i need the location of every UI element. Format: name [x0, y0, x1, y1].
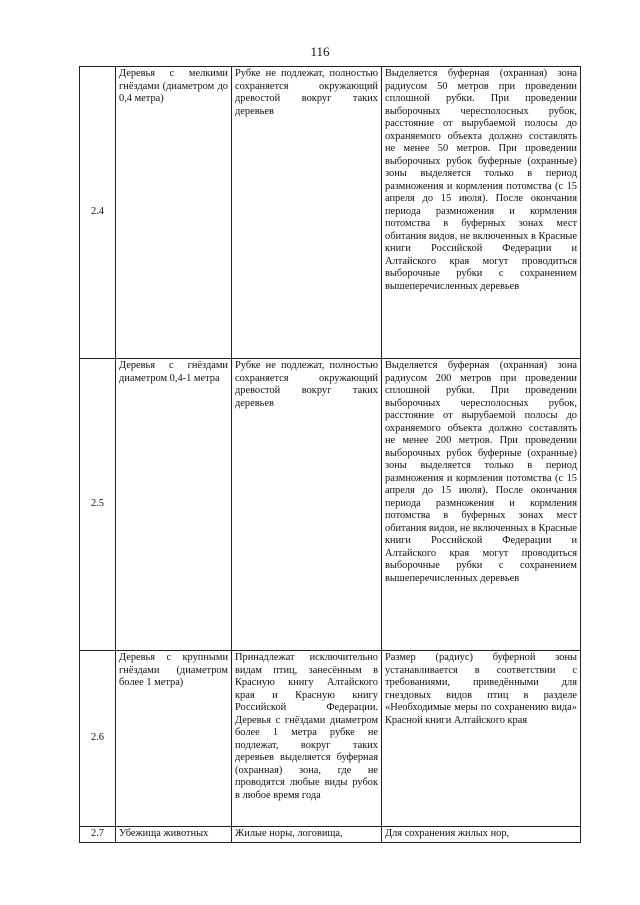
table-row [80, 651, 581, 827]
row-number: 2.7 [80, 827, 116, 843]
object-cell: Убежища животных [116, 827, 232, 843]
object-cell: Деревья с мелкими гнёздами (диаметром до 0,4 метра) [116, 67, 232, 359]
regime-cell: Принадлежат исключительно видам птиц, занесённым в Красную книгу Алтайского края и Красную книгу Российской Федерации. Деревья с гнёздами диаметром более 1 метра рубке не подлежат, вокруг таких деревьев выделяется буферная (охранная) зона, где не проводятся любые виды рубок в любое время года [232, 651, 382, 827]
object-cell: Деревья с крупными гнёздами (диаметром более 1 метра) [116, 651, 232, 827]
regime-cell: Рубке не подлежат, полностью сохраняется окружающий древостой вокруг таких деревьев [232, 67, 382, 359]
measures-cell: Размер (радиус) буферной зоны устанавливается в соответствии с требованиями, приведёнными для гнездовых видов птиц в разделе «Необходимые меры по сохранению вида» Красной книги Алтайского края [382, 651, 581, 827]
measures-cell: Выделяется буферная (охранная) зона радиусом 50 метров при проведении сплошной рубки. При проведении выборочных чересполосных рубок, расстояние от вырубаемой полосы до охраняемого объекта должно составлять не менее 50 метров. При проведении выборочных рубок буферные (охранные) зоны выделяется только в период размножения и кормления потомства (с 15 апреля до 15 июля). После окончания периода размножения и кормления потомства в буферных зонах мест обитания видов, не включенных в Красные книги Российской Федерации и Алтайского края могут проводиться выборочные рубки с сохранением вышеперечисленных деревьев [382, 67, 581, 359]
row-number: 2.5 [80, 359, 116, 651]
row-number: 2.6 [80, 651, 116, 827]
table-row [80, 67, 581, 359]
object-cell: Деревья с гнёздами диаметром 0,4-1 метра [116, 359, 232, 651]
page-number: 116 [310, 44, 330, 59]
table-row [80, 359, 581, 651]
regime-cell: Рубке не подлежат, полностью сохраняется окружающий древостой вокруг таких деревьев [232, 359, 382, 651]
document-table [79, 66, 581, 843]
row-number: 2.4 [80, 67, 116, 359]
table-row [80, 827, 581, 843]
measures-cell: Для сохранения жилых нор, [382, 827, 581, 843]
measures-cell: Выделяется буферная (охранная) зона радиусом 200 метров при проведении сплошной рубки. При проведении выборочных чересполосных рубок, расстояние от вырубаемой полосы до охраняемого объекта должно составлять не менее 200 метров. При проведении выборочных рубок буферные (охранные) зоны выделяется только в период размножения и кормления потомства (с 15 апреля до 15 июля). После окончания периода размножения и кормления потомства в буферных зонах мест обитания видов, не включенных в Красные книги Российской Федерации и Алтайского края могут проводиться выборочные рубки с сохранением вышеперечисленных деревьев [382, 359, 581, 651]
regime-cell: Жилые норы, логовища, [232, 827, 382, 843]
